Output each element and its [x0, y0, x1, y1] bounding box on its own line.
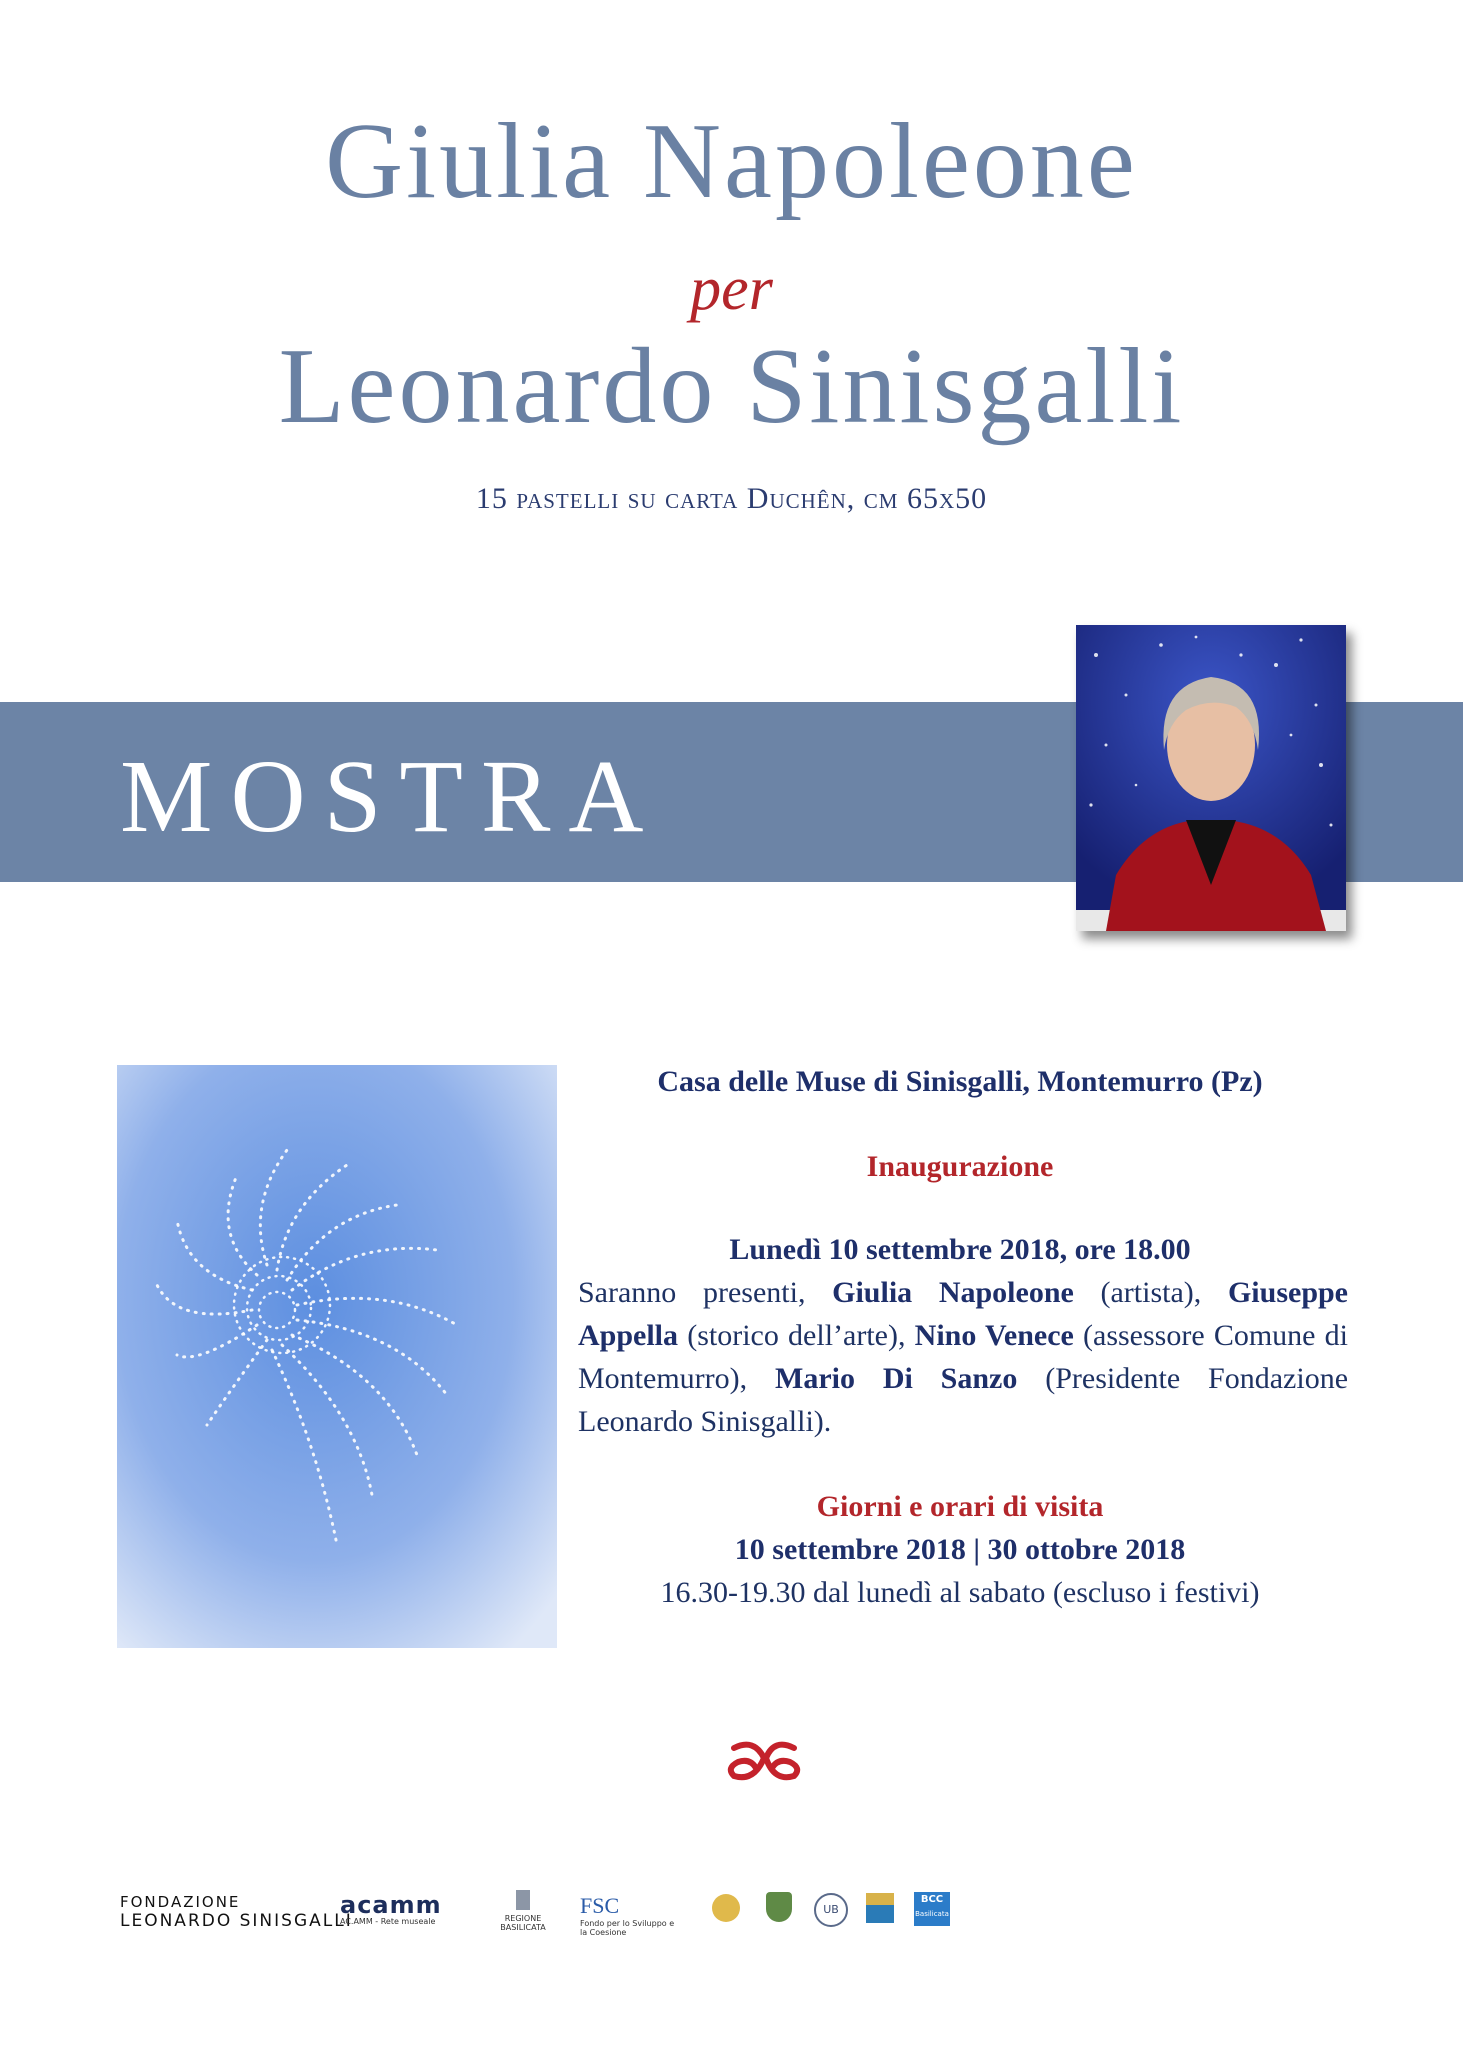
artist-portrait-photo — [1076, 625, 1346, 931]
visit-hours: 16.30-19.30 dal lunedì al sabato (escluso i festivi) — [660, 1576, 1260, 1609]
acamm-caption: AC.AMM - Rete museale — [340, 1917, 436, 1926]
guests-intro: Saranno presenti, — [578, 1276, 833, 1309]
guest-giuseppe-appella: Giuseppe Appella — [578, 1276, 1348, 1352]
fsc-caption: Fondo per lo Sviluppo e la Coesione — [580, 1919, 675, 1937]
guest-role-historian: (storico dell’arte), — [678, 1319, 915, 1352]
fondazione-line2: LEONARDO SINISGALLI — [120, 1911, 353, 1931]
acamm-wordmark: acamm — [340, 1891, 442, 1919]
bcc-wordmark: BCC — [920, 1894, 944, 1905]
guest-nino-venece: Nino Venece — [914, 1319, 1074, 1352]
guest-giulia-napoleone: Giulia Napoleone — [832, 1276, 1074, 1309]
artwork-image — [117, 1065, 557, 1648]
per-connector: per — [690, 255, 773, 323]
acamm-logo — [340, 1893, 470, 1926]
park-logo-icon — [866, 1893, 894, 1923]
bcc-basilicata-logo — [914, 1892, 950, 1926]
regione-crest-icon — [516, 1890, 530, 1910]
guest-mario-di-sanzo: Mario Di Sanzo — [775, 1362, 1018, 1395]
town-crest-icon — [766, 1892, 792, 1922]
bcc-sub: Basilicata — [915, 1910, 949, 1918]
inauguration-heading: Inaugurazione — [866, 1150, 1054, 1183]
ub-logo: UB — [814, 1893, 848, 1927]
venue: Casa delle Muse di Sinisgalli, Montemurro (Pz) — [657, 1065, 1263, 1098]
regione-basilicata-logo — [488, 1890, 558, 1932]
artist-name: Giulia Napoleone — [325, 102, 1138, 221]
honoree-name: Leonardo Sinisgalli — [278, 327, 1185, 446]
guest-role-president: (Presidente Fondazione Leonardo Sinisgalli). — [578, 1362, 1349, 1438]
fondazione-line1: FONDAZIONE — [120, 1893, 241, 1911]
guest-role-artist: (artista), — [1073, 1276, 1228, 1309]
fsc-wordmark: FSC — [580, 1893, 620, 1918]
regione-label: REGIONE BASILICATA — [500, 1914, 546, 1932]
guest-role-assessor: (assessore Comune di Montemurro), — [578, 1319, 1349, 1395]
mostra-label: MOSTRA — [120, 739, 662, 854]
fondazione-logo — [120, 1893, 353, 1931]
guests-paragraph — [578, 1271, 1348, 1443]
municipality-crest-icon — [712, 1894, 740, 1922]
inauguration-date: Lunedì 10 settembre 2018, ore 18.00 — [729, 1233, 1191, 1266]
red-monogram-icon — [724, 1738, 804, 1786]
visit-heading: Giorni e orari di visita — [816, 1490, 1104, 1523]
fsc-logo — [580, 1893, 680, 1937]
exhibition-subtitle: 15 pastelli su carta Duchên, cm 65x50 — [475, 482, 988, 515]
visit-dates: 10 settembre 2018 | 30 ottobre 2018 — [734, 1533, 1186, 1566]
